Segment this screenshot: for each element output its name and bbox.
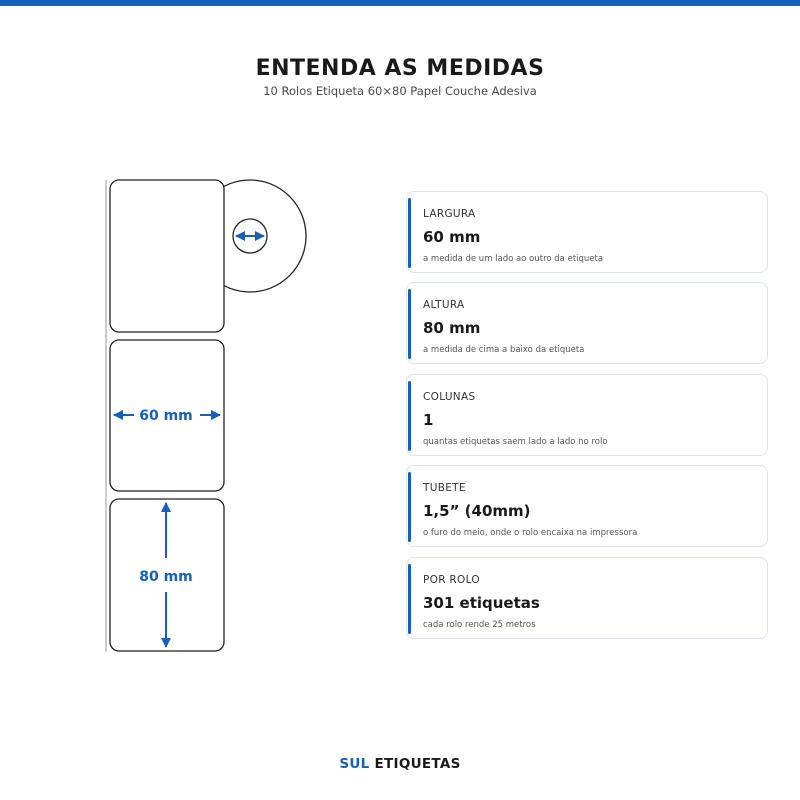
card-label: TUBETE (423, 482, 466, 494)
card-accent (408, 381, 411, 451)
card-label: ALTURA (423, 299, 465, 311)
card-value: 60 mm (423, 228, 481, 246)
spec-card-tubete (406, 465, 768, 547)
card-label: LARGURA (423, 208, 476, 220)
brand-part-etiquetas: ETIQUETAS (374, 756, 461, 772)
card-description: cada rolo rende 25 metros (423, 620, 536, 630)
height-dimension-label: 80 mm (139, 569, 193, 585)
card-accent (408, 472, 411, 542)
width-dimension-label: 60 mm (139, 408, 193, 424)
card-label: POR ROLO (423, 574, 480, 586)
card-description: a medida de um lado ao outro da etiqueta (423, 254, 604, 264)
spec-card-colunas (406, 374, 768, 456)
spec-card-largura (406, 191, 768, 273)
page-subtitle: 10 Rolos Etiqueta 60×80 Papel Couche Adesiva (263, 84, 537, 98)
brand-logo (0, 756, 800, 772)
card-value: 1,5” (40mm) (423, 502, 531, 520)
card-accent (408, 564, 411, 634)
card-description: o furo do meio, onde o rolo encaixa na impressora (423, 528, 638, 538)
card-description: a medida de cima a baixo da etiqueta (423, 345, 585, 355)
card-label: COLUNAS (423, 391, 476, 403)
card-value: 301 etiquetas (423, 594, 540, 612)
card-description: quantas etiquetas saem lado a lado no rolo (423, 437, 608, 447)
card-accent (408, 289, 411, 359)
page-title: ENTENDA AS MEDIDAS (255, 56, 545, 81)
spec-card-por-rolo (406, 557, 768, 639)
card-value: 80 mm (423, 319, 481, 337)
card-value: 1 (423, 411, 434, 429)
brand-part-sul: SUL (339, 756, 370, 772)
label-sheet-1 (110, 180, 224, 332)
card-accent (408, 198, 411, 268)
spec-card-altura (406, 282, 768, 364)
